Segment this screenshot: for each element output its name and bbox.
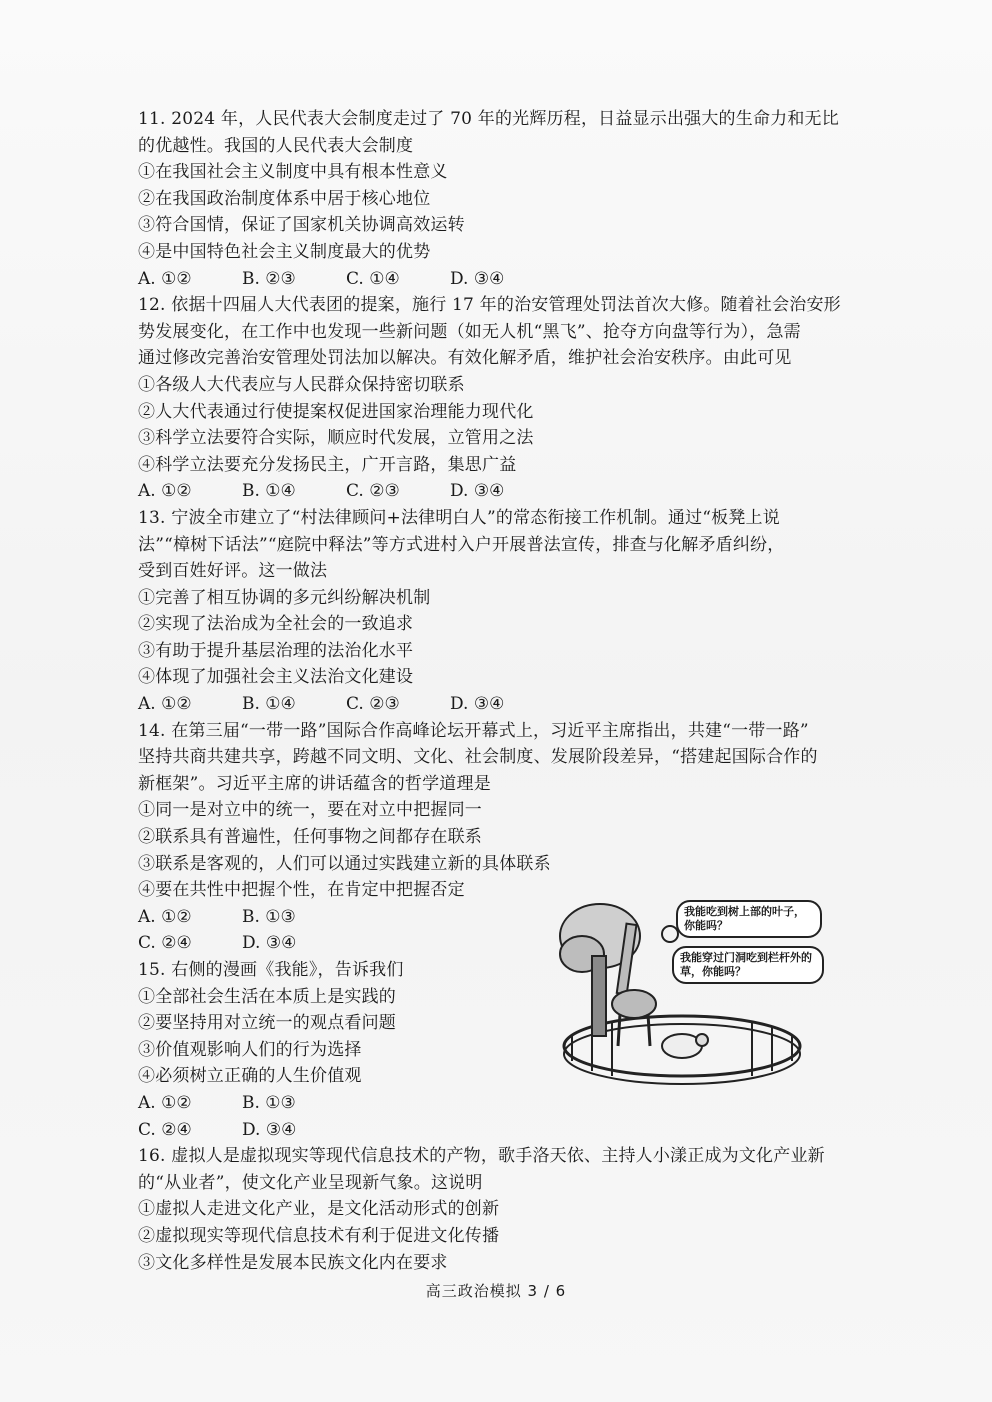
option-1: ①各级人大代表应与人民群众保持密切联系 [138,374,465,395]
question-stem: 的“从业者”，使文化产业呈现新气象。这说明 [138,1172,483,1193]
option-1: ①虚拟人走进文化产业，是文化活动形式的创新 [138,1199,500,1220]
question-stem: 法”“樟树下话法”“庭院中释法”等方式进村入户开展普法宣传，排查与化解矛盾纠纷， [138,534,785,555]
choice-a[interactable]: A. ①② [138,694,192,715]
question-16 [138,1143,846,1276]
choice-c[interactable]: C. ②③ [346,694,400,715]
answer-choices [138,691,846,718]
question-stem: 的优越性。我国的人民代表大会制度 [138,135,414,156]
question-stem: 新框架”。习近平主席的讲话蕴含的哲学道理是 [138,773,491,794]
choice-b[interactable]: B. ②③ [242,268,296,289]
option-3: ③符合国情，保证了国家机关协调高效运转 [138,215,465,236]
choice-c[interactable]: C. ②③ [346,481,400,502]
option-2: ②联系具有普遍性，任何事物之间都存在联系 [138,827,482,848]
choice-d[interactable]: D. ③④ [242,933,297,954]
option-4: ④科学立法要充分发扬民主，广开言路，集思广益 [138,454,517,475]
option-1: ①在我国社会主义制度中具有根本性意义 [138,162,448,183]
question-stem: 12. 依据十四届人大代表团的提案，施行 17 年的治安管理处罚法首次大修。随着社会治安形 [138,295,841,316]
question-stem: 14. 在第三届“一带一路”国际合作高峰论坛开幕式上，习近平主席指出，共建“一带一路” [138,720,809,741]
question-stem: 受到百姓好评。这一做法 [138,561,328,582]
option-1: ①全部社会生活在本质上是实践的 [138,986,396,1007]
choice-a[interactable]: A. ①② [138,906,192,927]
option-4: ④是中国特色社会主义制度最大的优势 [138,241,431,262]
option-4: ④要在共性中把握个性，在肯定中把握否定 [138,880,465,901]
option-3: ③联系是客观的，人们可以通过实践建立新的具体联系 [138,853,551,874]
page-footer: 高三政治模拟 3 / 6 [425,1282,567,1300]
answer-choices [138,1117,846,1144]
choice-b[interactable]: B. ①④ [242,481,296,502]
question-stem: 15. 右侧的漫画《我能》，告诉我们 [138,960,404,980]
choice-d[interactable]: D. ③④ [450,481,505,502]
answer-choices [138,478,846,505]
question-stem: 13. 宁波全市建立了“村法律顾问+法律明白人”的常态衔接工作机制。通过“板凳上说 [138,507,780,528]
option-4: ④体现了加强社会主义法治文化建设 [138,667,414,688]
question-12 [138,292,846,505]
question-11 [138,106,846,292]
choice-c[interactable]: C. ②④ [138,1119,192,1140]
answer-choices [138,266,846,293]
question-stem: 16. 虚拟人是虚拟现实等现代信息技术的产物，歌手洛天依、主持人小漾正成为文化产业新 [138,1146,825,1167]
option-1: ①完善了相互协调的多元纠纷解决机制 [138,587,431,608]
question-stem: 通过修改完善治安管理处罚法加以解决。有效化解矛盾，维护社会治安秩序。由此可见 [138,348,792,369]
choice-b[interactable]: B. ①③ [242,906,296,927]
choice-c[interactable]: C. ①④ [346,268,400,289]
cartoon-illustration [552,896,818,1088]
option-2: ②要坚持用对立统一的观点看问题 [138,1013,396,1034]
choice-c[interactable]: C. ②④ [138,933,192,954]
option-3: ③有助于提升基层治理的法治化水平 [138,640,414,661]
option-3: ③价值观影响人们的行为选择 [138,1039,362,1060]
choice-d[interactable]: D. ③④ [242,1119,297,1140]
option-2: ②在我国政治制度体系中居于核心地位 [138,188,431,209]
speech-bubble-1: 我能吃到树上部的叶子，你能吗？ [676,900,822,938]
choice-d[interactable]: D. ③④ [450,694,505,715]
choice-a[interactable]: A. ①② [138,1092,192,1113]
answer-choices [138,1090,846,1117]
choice-a[interactable]: A. ①② [138,481,192,502]
question-13 [138,505,846,718]
choice-a[interactable]: A. ①② [138,268,192,289]
choice-b[interactable]: B. ①④ [242,694,296,715]
option-4: ④必须树立正确的人生价值观 [138,1066,362,1087]
option-3: ③科学立法要符合实际，顺应时代发展，立管用之法 [138,428,534,449]
question-stem: 势发展变化，在工作中也发现一些新问题（如无人机“黑飞”、抢夺方向盘等行为），急需 [138,321,801,342]
option-2: ②实现了法治成为全社会的一致追求 [138,614,414,635]
speech-bubble-2: 我能穿过门洞吃到栏杆外的草，你能吗？ [672,946,824,984]
choice-d[interactable]: D. ③④ [450,268,505,289]
option-2: ②虚拟现实等现代信息技术有利于促进文化传播 [138,1225,500,1246]
question-stem: 11. 2024 年，人民代表大会制度走过了 70 年的光辉历程，日益显示出强大的生命力和无比 [138,109,839,129]
option-2: ②人大代表通过行使提案权促进国家治理能力现代化 [138,401,534,422]
question-stem: 坚持共商共建共享，跨越不同文明、文化、社会制度、发展阶段差异，“搭建起国际合作的 [138,747,818,768]
option-3: ③文化多样性是发展本民族文化内在要求 [138,1252,448,1273]
exam-content [138,106,846,1276]
option-1: ①同一是对立中的统一，要在对立中把握同一 [138,800,482,821]
choice-b[interactable]: B. ①③ [242,1092,296,1113]
